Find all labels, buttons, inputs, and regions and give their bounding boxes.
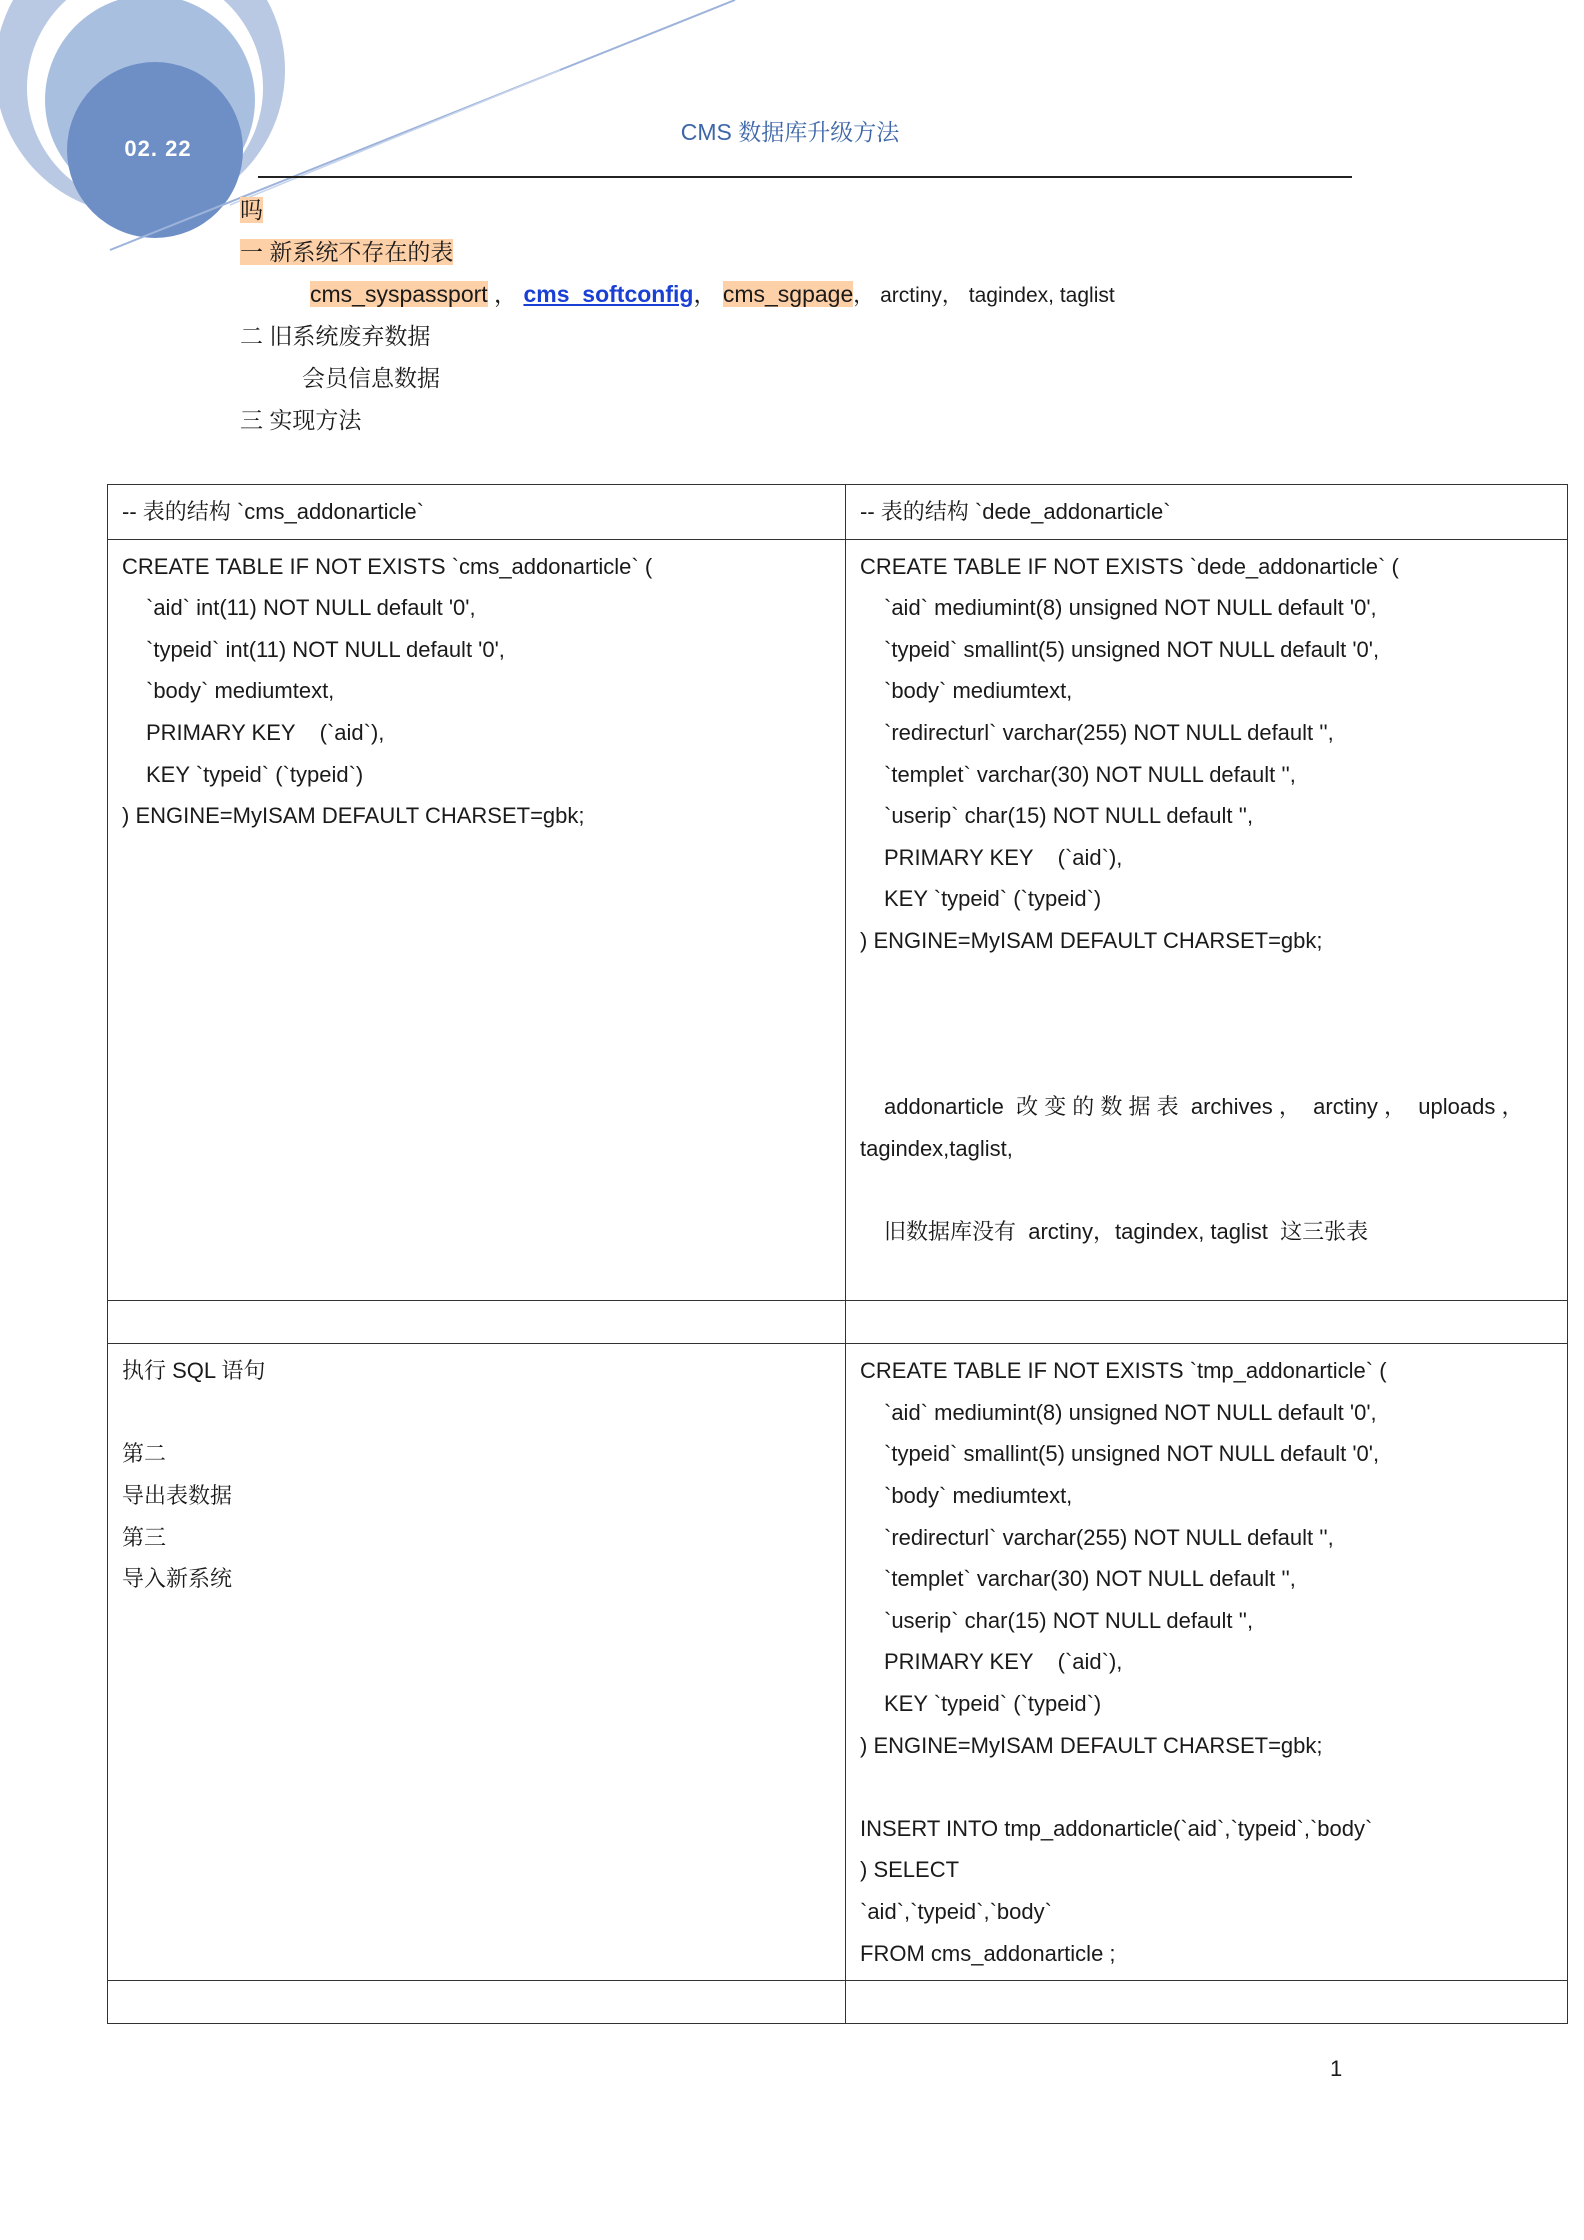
code-line: ) ENGINE=MyISAM DEFAULT CHARSET=gbk; [860,1732,1323,1758]
code-line: PRIMARY KEY (`aid`), [884,844,1123,870]
code-line: KEY `typeid` (`typeid`) [146,761,364,787]
code-line: `aid` mediumint(8) unsigned NOT NULL default '0', [884,595,1377,621]
dede-schema-cell [846,539,1568,1301]
step-line: 第二 [122,1441,167,1467]
code-line: KEY `typeid` (`typeid`) [884,1691,1102,1717]
code-line: `body` mediumtext, [146,678,335,704]
header-divider [258,176,1352,178]
cms-structure-heading: -- 表的结构 `cms_addonarticle` [122,499,424,524]
sql-comparison-table [107,484,1568,2024]
empty-cell [108,1981,846,2024]
code-line: CREATE TABLE IF NOT EXISTS `dede_addonarticle` ( [860,553,1399,579]
code-line: `redirecturl` varchar(255) NOT NULL default '', [884,1524,1334,1550]
code-line: ) ENGINE=MyISAM DEFAULT CHARSET=gbk; [860,927,1323,953]
blank-line [122,1392,831,1434]
section-1-title-text: 一 新系统不存在的表 [240,239,454,265]
code-line: `typeid` smallint(5) unsigned NOT NULL default '0', [884,1441,1380,1467]
code-line: PRIMARY KEY (`aid`), [146,719,385,745]
page-header-title: CMS 数据库升级方法 [680,119,900,145]
blank-line [860,1253,1553,1295]
other-missing-tables: ， arctiny， tagindex, taglist [853,284,1115,307]
step-line: 第三 [122,1524,167,1550]
section-3-title: 三 实现方法 [240,407,362,433]
code-line: CREATE TABLE IF NOT EXISTS `tmp_addonarticle` ( [860,1358,1387,1384]
right-header-cell [846,485,1568,540]
blank-line [860,962,1553,1004]
section-2-item: 会员信息数据 [302,365,440,391]
code-line: INSERT INTO tmp_addonarticle(`aid`,`typeid`,`body` [860,1815,1373,1841]
table-row-headers [108,485,1568,540]
code-line: `redirecturl` varchar(255) NOT NULL default '', [884,719,1334,745]
empty-cell [108,1301,846,1344]
step-line: 执行 SQL 语句 [122,1358,266,1384]
code-line: ) ENGINE=MyISAM DEFAULT CHARSET=gbk; [122,803,585,829]
tmp-table-sql-cell [846,1344,1568,1981]
empty-cell [846,1301,1568,1344]
cms-schema-cell [108,539,846,1301]
code-line: KEY `typeid` (`typeid`) [884,886,1102,912]
blank-line [860,1003,1553,1045]
step-line: 导出表数据 [122,1483,233,1509]
step-line: 导入新系统 [122,1566,233,1592]
code-line: `body` mediumtext, [884,678,1073,704]
code-line: ) SELECT [860,1857,960,1883]
section-1-title [240,234,453,267]
table-row-schemas [108,539,1568,1301]
table-row-empty [108,1301,1568,1344]
page-number: 1 [1330,2056,1343,2081]
code-line: `userip` char(15) NOT NULL default '', [884,1607,1254,1633]
code-line: `aid`,`typeid`,`body` [860,1899,1052,1924]
old-db-missing-tables-note: 旧数据库没有 arctiny，tagindex, taglist 这三张表 [884,1219,1369,1245]
table-row-steps [108,1344,1568,1981]
dede-structure-heading: -- 表的结构 `dede_addonarticle` [860,499,1171,524]
code-line: `aid` int(11) NOT NULL default '0', [146,595,476,621]
separator: ， [693,281,717,307]
code-line: `templet` varchar(30) NOT NULL default '', [884,1566,1296,1592]
changed-tables-note: addonarticle 改 变 的 数 据 表 archives ， arctiny ， uploads ， [884,1094,1524,1120]
empty-cell [846,1981,1568,2024]
code-line: `userip` char(15) NOT NULL default '', [884,803,1254,829]
blank-line [860,1170,1553,1212]
separator: ， [487,281,518,307]
code-line: `templet` varchar(30) NOT NULL default '', [884,761,1296,787]
code-line: `body` mediumtext, [884,1483,1073,1509]
blank-line [860,1766,1553,1808]
outline-fragment: 吗 [240,197,263,223]
code-line: `typeid` int(11) NOT NULL default '0', [146,636,505,662]
changed-tables-note-continued: tagindex,taglist, [860,1135,1013,1161]
table-row-empty [108,1981,1568,2024]
steps-cell [108,1344,846,1981]
table-name-syspassport: cms_syspassport [310,281,488,307]
blank-line [860,1045,1553,1087]
missing-tables-line [310,276,1115,309]
outline-line-0 [240,192,263,225]
table-name-sgpage: cms_sgpage [722,281,854,307]
code-line: CREATE TABLE IF NOT EXISTS `cms_addonarticle` ( [122,553,653,579]
section-2-title: 二 旧系统废弃数据 [240,323,431,349]
code-line: PRIMARY KEY (`aid`), [884,1649,1123,1675]
code-line: `typeid` smallint(5) unsigned NOT NULL default '0', [884,636,1380,662]
code-line: FROM cms_addonarticle ; [860,1940,1116,1966]
date-badge: 02. 22 [124,136,192,161]
code-line: `aid` mediumint(8) unsigned NOT NULL default '0', [884,1399,1377,1425]
table-name-softconfig-link[interactable]: cms_softconfig [523,281,694,307]
left-header-cell [108,485,846,540]
